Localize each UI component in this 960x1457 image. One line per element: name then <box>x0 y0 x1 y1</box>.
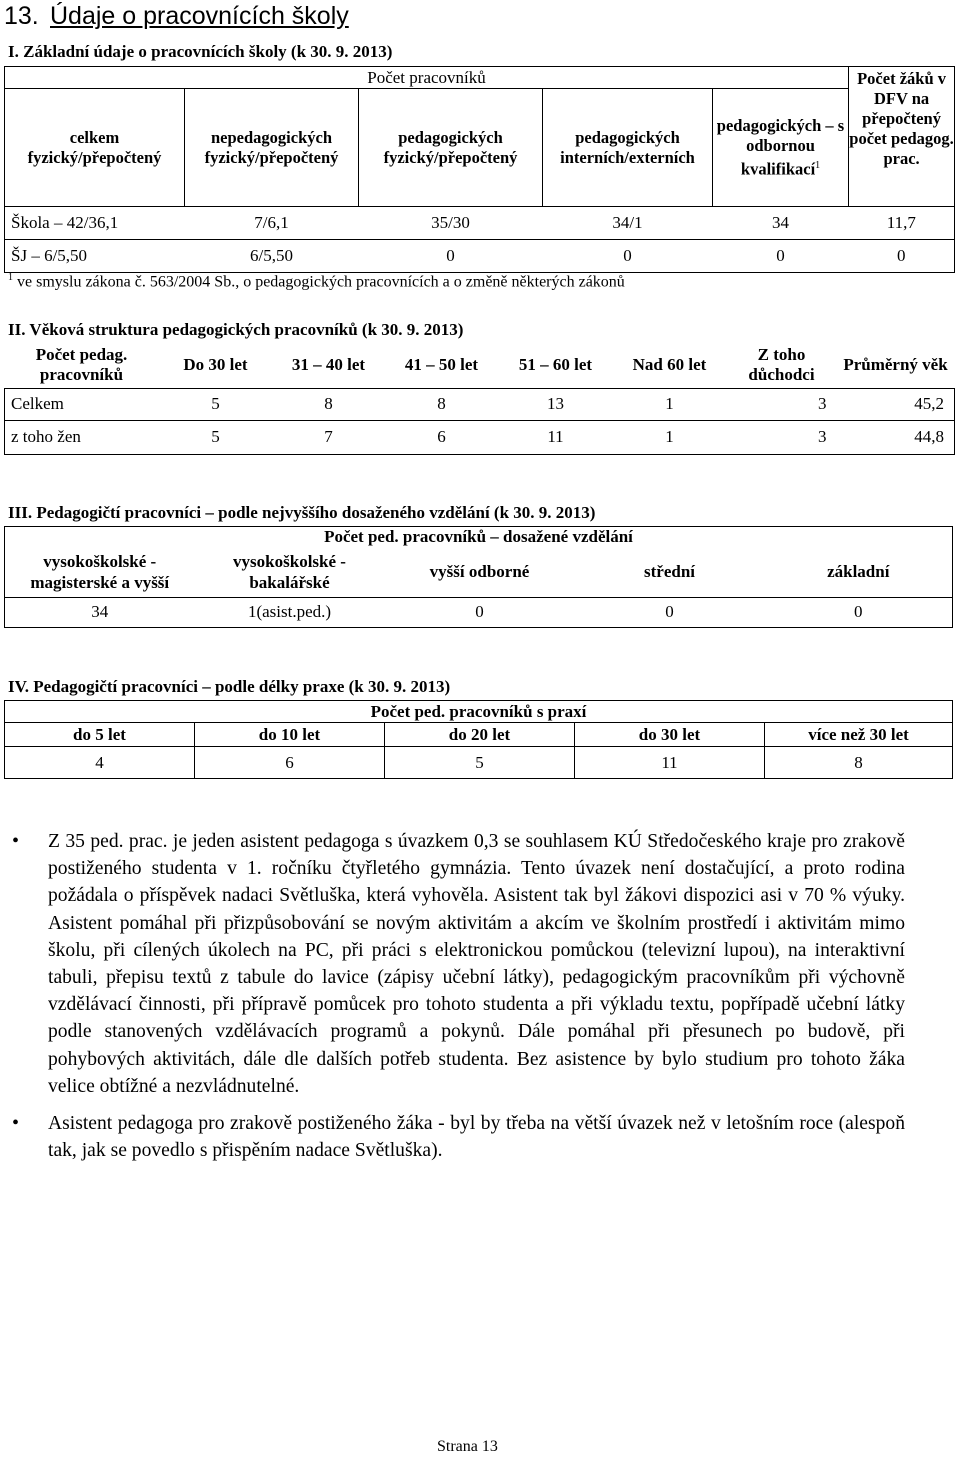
section2-col: 41 – 50 let <box>385 342 499 388</box>
section1-col-6: Počet žáků v DFV na přepočtený počet pedagog. prac. <box>849 67 955 207</box>
cell: 0 <box>385 597 575 627</box>
cell: 8 <box>273 388 385 420</box>
cell: 34 <box>5 597 195 627</box>
table-row <box>5 420 955 454</box>
section2-header-label: Počet pedag. pracovníků <box>5 342 159 388</box>
heading-number: 13. <box>4 2 39 30</box>
section3-col: vysokoškolské - bakalářské <box>195 547 385 597</box>
page-heading <box>4 2 349 31</box>
cell: 11 <box>499 420 613 454</box>
cell: 42/36,1 <box>66 213 119 232</box>
row-label: Škola <box>11 213 50 232</box>
section4-title: IV. Pedagogičtí pracovníci – podle délky praxe (k 30. 9. 2013) <box>8 677 451 696</box>
section2-col: 31 – 40 let <box>273 342 385 388</box>
section2-title: II. Věková struktura pedagogických pracovníků (k 30. 9. 2013) <box>8 320 464 339</box>
cell: 0 <box>543 240 713 273</box>
age-structure-table <box>4 342 955 455</box>
section1-col-2: nepedagogických fyzický/přepočtený <box>185 89 359 207</box>
section3-col: základní <box>765 547 953 597</box>
table-row: ŠJ – 6/5,50 6/5,50 0 0 0 0 <box>5 240 955 273</box>
experience-table <box>4 700 953 779</box>
section4-col: do 20 let <box>385 723 575 747</box>
page-number: Strana 13 <box>437 1438 498 1455</box>
section4-group-header: Počet ped. pracovníků s praxí <box>5 701 953 723</box>
row-label: ŠJ <box>11 246 28 265</box>
cell: 1 <box>613 420 727 454</box>
table-row <box>5 597 953 627</box>
section3-col: vysokoškolské - magisterské a vyšší <box>5 547 195 597</box>
cell: 5 <box>159 420 273 454</box>
cell: 35/30 <box>359 207 543 240</box>
heading-title: Údaje o pracovnících školy <box>50 2 349 30</box>
cell: 5 <box>159 388 273 420</box>
cell: 8 <box>385 388 499 420</box>
cell: 34/1 <box>543 207 713 240</box>
education-table <box>4 526 953 628</box>
cell: 8 <box>765 747 953 779</box>
table-row <box>5 747 953 779</box>
cell: 45,2 <box>837 388 955 420</box>
section3-group-header: Počet ped. pracovníků – dosažené vzdělání <box>5 527 953 548</box>
section1-col-3: pedagogických fyzický/přepočtený <box>359 89 543 207</box>
row-label: z toho žen <box>5 420 159 454</box>
staff-basic-table <box>4 66 955 273</box>
list-item: • Z 35 ped. prac. je jeden asistent pedagoga s úvazkem 0,3 se souhlasem KÚ Středočeského kraje pro zrakově postiženého studenta v 1. ročníku čtyřletého gymnázia. Tento úvazek není dostačující, a proto rodina požádala o příspěvek nadaci Světluška, která vyhověla. Asistent tak byl žákovi dispozici asi v 70 % výuky. Asistent pomáhal při přizpůsobování se novým aktivitám a akcím ve školním prostředí i aktivitám mimo školu, při cílených úkolech na PC, při práci s elektronickou pomůckou (televizní lupou), na interaktivní tabuli, přepisu textů z tabule do lavice (zápisy učební látky), pedagogickým pracovníkům při výchovně vzdělávací činnosti, při přípravě pomůcek pro tohoto studenta a při výkladu textu, popřípadě učební látky podle stanovených vzdělávacích programů a pokynů. Dále pomáhal při přesunech po budově, při pohybových aktivitách, dále dle dalších potřeb studenta. Bez asistence by bylo studium pro tohoto žáka velice obtížné a nezvládnutelné. <box>12 830 905 1097</box>
cell: 3 <box>727 388 837 420</box>
section2-col: Z toho důchodci <box>727 342 837 388</box>
section4-col: do 5 let <box>5 723 195 747</box>
cell: 11 <box>575 747 765 779</box>
section2-col: Do 30 let <box>159 342 273 388</box>
section3-col: vyšší odborné <box>385 547 575 597</box>
section2-col: Průměrný věk <box>837 342 955 388</box>
cell: 6/5,50 <box>185 240 359 273</box>
cell: 0 <box>359 240 543 273</box>
section1-col-4: pedagogických interních/externích <box>543 89 713 207</box>
bullet-icon: • <box>12 1112 20 1135</box>
notes-list <box>0 828 905 1174</box>
cell: 6/5,50 <box>44 246 88 265</box>
row-label: Celkem <box>5 388 159 420</box>
cell: 11,7 <box>849 207 955 240</box>
section1-title: I. Základní údaje o pracovnících školy (k 30. 9. 2013) <box>8 42 393 61</box>
cell: 34 <box>713 207 849 240</box>
table-row <box>5 388 955 420</box>
section4-col: více než 30 let <box>765 723 953 747</box>
footnote-mark: 1 <box>815 159 821 171</box>
section1-col-5: pedagogických – s odbornou kvalifikací$^1$ <box>713 89 849 207</box>
cell: 3 <box>727 420 837 454</box>
section1-group-header: Počet pracovníků <box>5 67 849 89</box>
cell: 1 <box>613 388 727 420</box>
section2-col: 51 – 60 let <box>499 342 613 388</box>
cell: 6 <box>385 420 499 454</box>
cell: 13 <box>499 388 613 420</box>
cell: 44,8 <box>837 420 955 454</box>
cell: 5 <box>385 747 575 779</box>
section3-title: III. Pedagogičtí pracovníci – podle nejvyššího dosaženého vzdělání (k 30. 9. 2013) <box>8 503 596 522</box>
section1-col-1: celkem fyzický/přepočtený <box>5 89 185 207</box>
list-item: • Asistent pedagoga pro zrakově postiženého žáka - byl by třeba na větší úvazek než v letošním roce (alespoň tak, jak se povedlo s přispěním nadace Světluška). <box>12 1112 905 1162</box>
cell: 4 <box>5 747 195 779</box>
table-row: Škola – 42/36,1 7/6,1 35/30 34/1 34 11,7 <box>5 207 955 240</box>
cell: 0 <box>765 597 953 627</box>
section1-footnote: $^1$ ve smyslu zákona č. 563/2004 Sb., o pedagogických pracovnících a o změně některých zákonů <box>8 272 625 291</box>
section4-col: do 10 let <box>195 723 385 747</box>
section3-col: střední <box>575 547 765 597</box>
cell: 0 <box>713 240 849 273</box>
cell: 1(asist.ped.) <box>195 597 385 627</box>
cell: 6 <box>195 747 385 779</box>
cell: 0 <box>849 240 955 273</box>
cell: 0 <box>575 597 765 627</box>
section2-col: Nad 60 let <box>613 342 727 388</box>
bullet-icon: • <box>12 830 20 852</box>
cell: 7 <box>273 420 385 454</box>
cell: 7/6,1 <box>185 207 359 240</box>
section4-col: do 30 let <box>575 723 765 747</box>
